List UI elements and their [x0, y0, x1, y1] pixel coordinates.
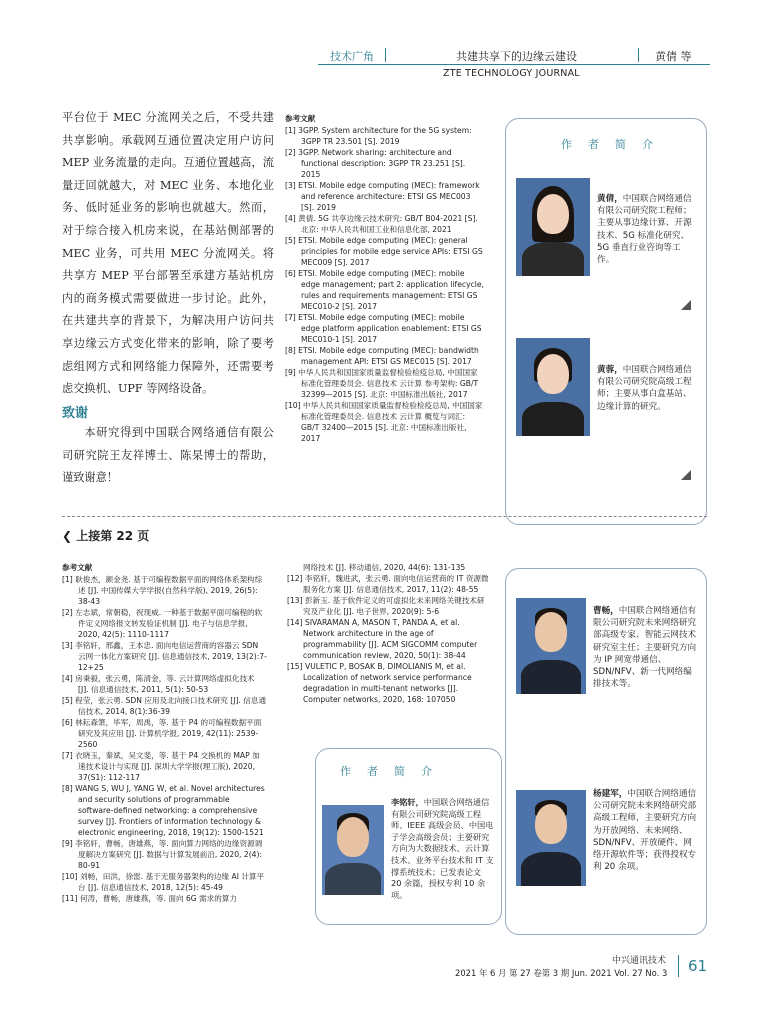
author-photo	[516, 790, 586, 886]
author-photo	[322, 805, 384, 895]
author-bio	[593, 788, 697, 873]
reference-item: [8] ETSI. Mobile edge computing (MEC): bandwidth management API: ETSI GS MEC015 [S]. 2017	[285, 346, 479, 366]
reference-item: [6] 林耘森箫，毕军，周禹，等. 基于 P4 的可编程数据平面研究及其应用 [J]. 计算机学报, 2019, 42(11): 2539-2560	[62, 718, 262, 749]
reference-item: [10] 刘畅，田洪，徐雷. 基于无服务器架构的边缘 AI 计算平台 [J]. 信息通信技术, 2018, 12(5): 45-49	[62, 872, 265, 892]
reference-item: [2] 3GPP. Network sharing: architecture and functional description: 3GPP TR 23.251 [S]. 2015	[285, 148, 466, 179]
reference-item: [8] WANG S, WU J, YANG W, et al. Novel architectures and security solutions of programmable software-defined networking: a comprehensive survey [J]. Frontiers of information technology & electronic engineering, 2018, 19(12): 1500-1521	[62, 784, 265, 837]
author-bio-text: 中国联合网络通信有限公司研究院高级工程师、IEEE 高级会员、中国电子学会高级会员；主要研究方向为大数据技术、云计算技术、业务平台技术和 IT 支撑系统技术；已发表论文 20 余篇，授权专利 10 余项。	[391, 797, 494, 900]
reference-item: [15] VULETIC P, BOSAK B, DIMOLIANIS M, et al. Localization of network service performance degradation in multi-tenant networks [J]. Computer networks, 2020, 168: 107050	[287, 662, 472, 704]
footer-issue: 2021 年 6 月 第 27 卷第 3 期 Jun. 2021 Vol. 27 No. 3	[455, 968, 668, 978]
author-bio	[391, 797, 494, 901]
continuation-label	[62, 527, 149, 544]
reference-item: [9] 李铭轩，曹畅，唐雄燕，等. 面向算力网络的边缘资源调度解决方案研究 [J]. 数据与计算发展前沿, 2020, 2(4): 80-91	[62, 839, 263, 870]
author-intro-title: 作者简介	[561, 138, 669, 151]
reference-item: [2] 左志斌，常朝稳，祝现威. 一种基于数据平面可编程的软件定义网络报文转发验证机制 [J]. 电子与信息学报, 2020, 42(5): 1110-1117	[62, 608, 263, 639]
section-divider	[62, 516, 707, 517]
arrow-left-icon: ❮	[62, 529, 73, 543]
header-author: 黄倩 等	[655, 50, 692, 63]
author-name: 杨建军，	[593, 789, 628, 799]
reference-item: [9] 中华人民共和国国家质量监督检验检疫总局, 中国国家标准化管理委员会. 信息技术 云计算 参考架构: GB/T 32399—2015 [S]. 北京: 中国标准出版社, 2017	[285, 368, 479, 399]
corner-mark	[681, 470, 691, 480]
acknowledgement-text: 本研究得到中国联合网络通信有限公司研究院王友祥博士、陈杲博士的帮助，谨致谢意！	[62, 426, 274, 485]
author-name: 黄蓉，	[597, 365, 623, 375]
page-number: 61	[688, 957, 708, 975]
reference-item: [12] 李铭轩，魏进武，张云勇. 面向电信运营商的 IT 资源微服务化方案 [J]. 信息通信技术, 2017, 11(2): 48-55	[287, 574, 489, 594]
reference-item: [1] 3GPP. System architecture for the 5G system: 3GPP TR 23.501 [S]. 2019	[285, 126, 472, 146]
body-paragraph-text: 平台位于 MEC 分流网关之后，不受共建共享影响。承载网互通位置决定用户访问 MEP 业务流量的走向。互通位置越高，流量迂回就越大，对 MEC 业务、本地化业务、低时延业务的影响也就越大。然而，对于综合接入机房来说，在基站侧部署的 MEC 业务，可共用 MEC 分流网关。将共享方 MEP 平台部署至承建方基站机房内的商务模式需要做进一步讨论。此外，在共建共享的背景下，为解决用户访问共享边缘云方式变化带来的影响，除了要考虑组网方式和网络能力保障外，还需要考虑交换机、UPF 等网络设备。	[62, 111, 274, 396]
author-bio	[597, 364, 697, 413]
author-bio-text: 中国联合网络通信有限公司研究院未来网络研究部高级专家、智能云网技术研究室主任；主要研究方向为 IP 网宽带通信、SDN/NFV、新一代网络编排技术等。	[593, 606, 697, 690]
reference-item: [7] 衣晓玉，秦斌，吴文斐，等. 基于 P4 交换机的 MAP 加速技术设计与实现 [J]. 深圳大学学报(理工版), 2020, 37(S1): 112-117	[62, 751, 260, 782]
references-top	[285, 113, 485, 444]
author-photo	[516, 338, 590, 436]
header-journal: ZTE TECHNOLOGY JOURNAL	[443, 68, 580, 79]
footer-separator	[678, 955, 679, 977]
reference-item: [6] ETSI. Mobile edge computing (MEC): mobile edge management; part 2: application lifecycle, rules and requirements management: ETSI GS MEC010-2 [S]. 2017	[285, 269, 484, 311]
author-name: 黄倩，	[597, 194, 623, 204]
reference-item: [3] ETSI. Mobile edge computing (MEC): framework and reference architecture: ETSI GS MEC003 [S]. 2019	[285, 181, 480, 212]
header-title: 共建共享下的边缘云建设	[456, 50, 577, 63]
author-bio-text: 中国联合网络通信有限公司研究院高级工程师；主要从事白盒基站、边缘计算的研究。	[597, 365, 692, 412]
reference-item: [5] 程莹，张云勇. SDN 应用及北向接口技术研究 [J]. 信息通信技术, 2014, 8(1):36-39	[62, 696, 267, 716]
author-photo	[516, 598, 586, 694]
reference-item: [14] SIVARAMAN A, MASON T, PANDA A, et al. Network architecture in the age of programmability [J]. ACM SIGCOMM computer communication review, 2020, 50(1): 38-44	[287, 618, 478, 660]
author-name: 李铭轩，	[391, 797, 424, 807]
reference-item: [11] 何涛，曹畅，唐雄燕，等. 面向 6G 需求的算力	[62, 894, 238, 903]
references-bottom-col2	[287, 562, 492, 705]
reference-item: [7] ETSI. Mobile edge computing (MEC): mobile edge platform application enablement: ETSI GS MEC010-1 [S]. 2017	[285, 313, 482, 344]
references-title: 参考文献	[285, 114, 316, 123]
reference-item: [4] 房秉毅，张云勇，陈清金，等. 云计算网络虚拟化技术 [J]. 信息通信技术, 2011, 5(1): 50-53	[62, 674, 255, 694]
header-separator	[638, 48, 639, 62]
body-paragraph	[62, 107, 274, 401]
author-bio	[593, 605, 697, 690]
header-separator	[385, 48, 386, 62]
reference-item: [10] 中华人民共和国国家质量监督检验检疫总局, 中国国家标准化管理委员会. 信息技术 云计算 概览与词汇: GB/T 32400—2015 [S]. 北京: 中国标准出版社, 2017	[285, 401, 483, 443]
author-name: 曹畅，	[593, 606, 619, 616]
continuation-text: 上接第 22 页	[76, 529, 150, 543]
author-bio-text: 中国联合网络通信有限公司研究院工程师；主要从事边缘计算、开源技术、5G 标准化研究、5G 垂直行业咨询等工作。	[597, 194, 692, 266]
references-bottom-col1	[62, 562, 267, 904]
reference-item: [3] 李铭轩，邢鑫，王本忠. 面向电信运营商的容器云 SDN 云网一体化方案研究 [J]. 信息通信技术, 2019, 13(2):7-12+25	[62, 641, 267, 672]
author-intro-title: 作者简介	[340, 765, 448, 778]
header-rule	[318, 64, 710, 65]
acknowledgement-title: 致谢	[62, 406, 89, 421]
references-title: 参考文献	[62, 563, 93, 572]
reference-item: [1] 耿俊杰，颜金尧. 基于可编程数据平面的网络体系架构综述 [J]. 中国传媒大学学报(自然科学版), 2019, 26(5): 38-43	[62, 575, 263, 606]
reference-item: [13] 彭新玉. 基于软件定义的可虚拟化未来网络关键技术研究及产业化 [J]. 电子世界, 2020(9): 5-6	[287, 596, 485, 616]
reference-item: [4] 黄倩. 5G 共享边缘云技术研究: GB/T B04-2021 [S]. 北京: 中华人民共和国工业和信息化部, 2021	[285, 214, 478, 234]
reference-item: [5] ETSI. Mobile edge computing (MEC): general principles for mobile edge service APIs: ETSI GS MEC009 [S]. 2017	[285, 236, 483, 267]
reference-item: 网络技术 [J]. 移动通信, 2020, 44(6): 131-135	[303, 563, 466, 572]
author-bio-text: 中国联合网络通信公司研究院未来网络研究部高级工程师，主要研究方向为开放网络、未来网络、SDN/NFV、开放硬件、网络开源软件等；获得授权专利 20 余项。	[593, 789, 697, 873]
header-category: 技术广角	[330, 50, 374, 63]
author-bio	[597, 193, 697, 266]
author-photo	[516, 178, 590, 276]
footer-journal: 中兴通讯技术	[612, 956, 667, 966]
corner-mark	[681, 300, 691, 310]
